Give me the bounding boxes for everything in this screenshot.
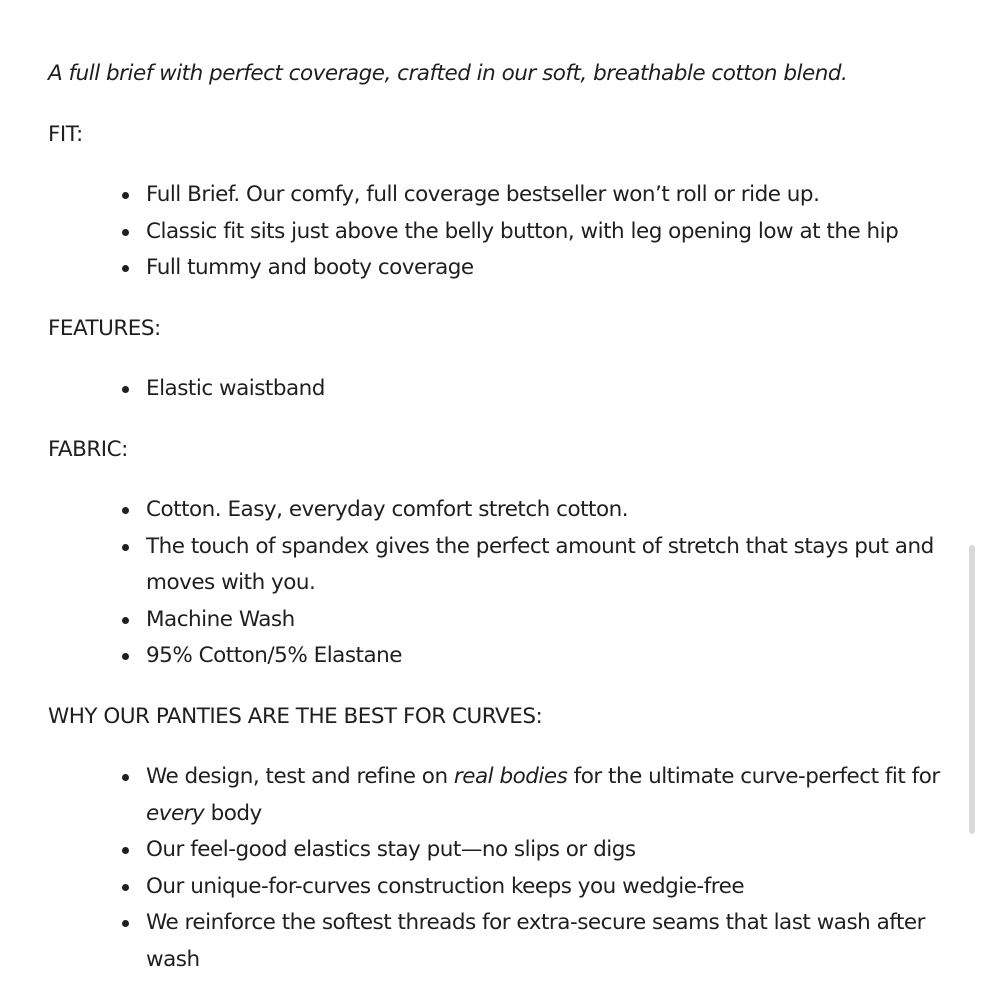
list-item: Elastic waistband <box>146 371 963 408</box>
intro-text: A full brief with perfect coverage, crafted in our soft, breathable cotton blend. <box>48 61 848 86</box>
description-sections <box>48 117 963 979</box>
list-item: Classic fit sits just above the belly button, with leg opening low at the hip <box>146 214 963 251</box>
section-heading: FIT: <box>48 121 83 147</box>
list-item-text: We design, test and refine on <box>146 764 454 789</box>
list-item: The touch of spandex gives the perfect amount of stretch that stays put and moves with you. <box>146 529 963 602</box>
section-heading: WHY OUR PANTIES ARE THE BEST FOR CURVES: <box>48 703 543 729</box>
scrollbar[interactable] <box>969 0 975 997</box>
bullet-list <box>48 492 963 675</box>
list-item: Cotton. Easy, everyday comfort stretch cotton. <box>146 492 963 529</box>
bullet-list <box>48 371 963 408</box>
section-heading: FABRIC: <box>48 436 128 462</box>
list-item <box>146 759 963 832</box>
bullet-list <box>48 759 963 978</box>
list-item: Full tummy and booty coverage <box>146 250 963 287</box>
section-heading: FEATURES: <box>48 315 161 341</box>
list-item-text: for the ultimate curve-perfect fit for <box>567 764 940 789</box>
bullet-list <box>48 177 963 287</box>
list-item: We reinforce the softest threads for extra-secure seams that last wash after wash <box>146 905 963 978</box>
list-item: Machine Wash <box>146 602 963 639</box>
list-item: Our unique-for-curves construction keeps you wedgie-free <box>146 869 963 906</box>
scrollbar-thumb[interactable] <box>969 545 975 834</box>
list-item: Full Brief. Our comfy, full coverage bestseller won’t roll or ride up. <box>146 177 963 214</box>
emphasis-text: every <box>146 800 205 826</box>
list-item: Our feel-good elastics stay put—no slips or digs <box>146 832 963 869</box>
list-item-text: body <box>204 800 262 826</box>
list-item: 95% Cotton/5% Elastane <box>146 638 963 675</box>
emphasis-text: real bodies <box>453 764 568 789</box>
product-description <box>48 56 963 997</box>
